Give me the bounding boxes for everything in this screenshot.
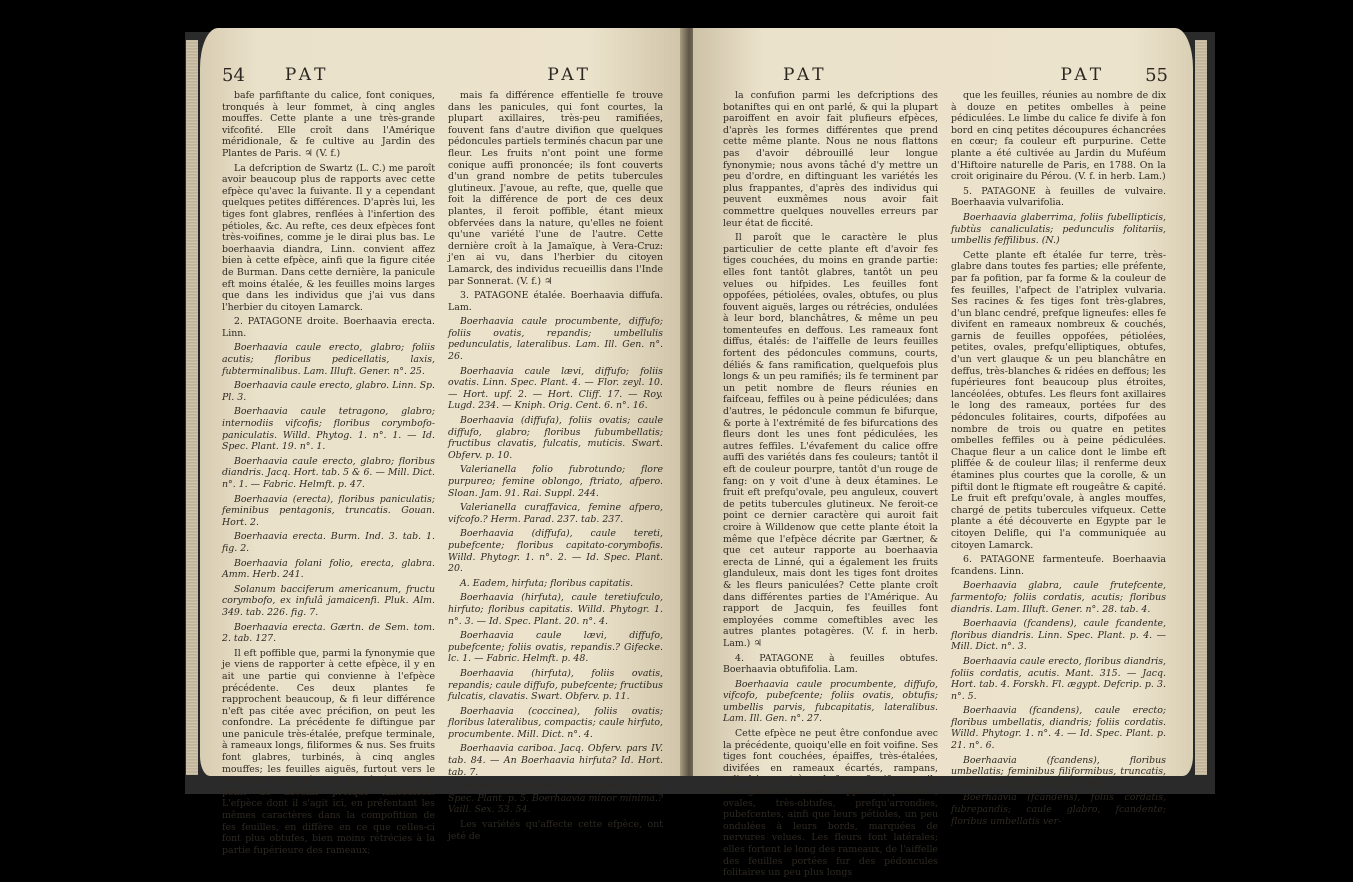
left-page-header: [222, 62, 662, 88]
paragraph: A. Eadem, hirfuta; floribus capitatis.: [460, 577, 634, 589]
left-page: [200, 28, 685, 856]
left-header-word-1: PAT: [284, 65, 330, 85]
paragraph: 2. PATAGONE droite. Boerhaavia erecta. Linn.: [222, 316, 435, 339]
left-header-word-2: PAT: [547, 65, 592, 85]
paragraph: Boerhaavia caule erecto, glabro; floribus diandris. Jacq. Hort. tab. 5 & 6. — Mill. Dict. n°. 1. — Fabric. Helmft. p. 47.: [222, 455, 435, 490]
paragraph: Les variétés qu'affecte cette efpèce, ont jeté de: [448, 819, 663, 842]
paragraph: Boerhaavia (fcandens), foliis cordatis, fubrepandis; caule glabro, fcandente; floribus umbellatis ver-: [951, 792, 1166, 827]
paragraph: Boerhaavia caule lævi, diffufo, pubefcente; foliis ovatis, repandis.? Gifecke. lc. 1. — Fabric. Helmft. p. 48.: [448, 630, 663, 665]
paragraph: 6. PATAGONE farmenteufe. Boerhaavia fcandens. Linn.: [951, 554, 1166, 577]
paragraph: bafe parfiftante du calice, font coniques, tronqués à leur fommet, à cinq angles mouffes. Cette plante a une très-grande vifcofité. Elle croît dans l'Amérique méridionale, & fe cultive au Jardin des Plantes de Paris. ♃ (V. f.): [222, 90, 435, 159]
paragraph: Boerhaavia caule erecto, glabro. Linn. Sp. Pl. 3.: [222, 380, 435, 403]
paragraph: Boerhaavia glabra, caule frutefcente, farmentofo; foliis cordatis, acutis; floribus diandris. Lam. Illuft. Gener. n°. 28. tab. 4.: [951, 580, 1166, 615]
paragraph: Boerhaavia (diffufa), caule tereti, pubefcente; floribus capitato-corymbofis. Willd. Phytogr. 1. n°. 2. — Id. Spec. Plant. 20.: [448, 528, 663, 575]
paragraph: 5. PATAGONE à feuilles de vulvaire. Boerhaavia vulvarifolia.: [951, 185, 1166, 209]
paragraph: Boerhaavia cariboa. Jacq. Obferv. pars IV. tab. 84. — An Boerhaavia hirfuta? Id. Hort. tab. 7.: [448, 743, 663, 778]
right-header-word-2: PAT: [1060, 65, 1106, 85]
right-page-column-2: [951, 90, 1166, 830]
paragraph: Boerhaavia caule procumbente, diffufo; foliis ovatis, repandis; umbellulis pedunculatis, lateralibus. Lam. Ill. Gen. n°. 26.: [448, 316, 663, 363]
paragraph: Il eft poffible que, parmi la fynonymie que je viens de rapporter à cette efpèce, il y en ait une partie qui convienne à l'efpèce précédente. Ces deux plantes fe rapprochent beaucoup, & fi leur différence n'eft pas citée avec précifion, on peut les confondre. La précédente fe diftingue par une panicule très-étalée, prefque terminale, à rameaux longs, filiformes & nus. Ses fruits font glabres, turbinés, à cinq angles mouffes; les feuilles aiguës, furtout vers le haut des tiges, où elles fe rétréciffent au point de devenir prefque lancéolées. L'efpèce dont il s'agit ici, en préfentant les mêmes caractères dans la compofition de fes feuilles, en diffère en ce que celles-ci font plus obtufes, bien moins rétrécies à la partie fupérieure des rameaux;: [222, 647, 435, 856]
right-page: [693, 28, 1193, 879]
paragraph: Boerhaavia (fcandens), caule fcandente, floribus diandris. Linn. Spec. Plant. p. 4. — Mill. Dict. n°. 3.: [951, 618, 1166, 653]
paragraph: Boerhaavia caule tetragono, glabro; internodiis vifcofis; floribus corymbofo-paniculatis. Willd. Phytog. 1. n°. 1. — Id. Spec. Plant. 19. n°. 1.: [222, 406, 435, 453]
paragraph: Boerhaavia (erecta), floribus paniculatis; feminibus pentagonis, truncatis. Gouan. Hort. 2.: [222, 493, 435, 528]
paragraph: 3. PATAGONE étalée. Boerhaavia diffufa. Lam.: [448, 290, 663, 313]
left-page-column-1: [222, 90, 435, 859]
paragraph: Boerhaavia caule procumbente, diffufo, vifcofo, pubefcente; foliis ovatis, obtufis; umbellis parvis, fubcapitatis, lateralibus. Lam. Ill. Gen. n°. 27.: [723, 678, 938, 725]
right-page-header: [723, 62, 1168, 88]
paragraph: Boerhaavia (repens), caule repente.? Linn. Spec. Plant. p. 5. Boerhaavia minor minima.? Vaill. Sex. 53. 54.: [448, 781, 663, 816]
paragraph: Cette plante eft étalée fur terre, très-glabre dans toutes fes parties; elle préfente, par fa pofition, par fa forme & la couleur de fes feuilles, l'afpect de l'atriplex vulvaria. Ses racines & fes tiges font très-glabres, d'un blanc cendré, prefque ligneufes: elles fe divifent en rameaux nombreux & couchés, garnis de feuilles oppofées, pétiolées, petites, ovales, prefqu'elliptiques, obtufes, d'un vert glauque & un peu blanchâtre en deffus, très-blanches & ridées en deffous; les fupérieures font beaucoup plus étroites, lancéolées, obtufes. Les fleurs font axillaires le long des rameaux, portées fur des pédoncules folitaires, courts, difpofées au nombre de trois ou quatre en petites ombelles feffiles ou à peine pédiculées. Chaque fleur a un calice dont le limbe eft pliffée & de couleur lilas; il renferme deux étamines plus courtes que la corolle, & un piftil dont le ftigmate eft rougeâtre & capité. Le fruit eft prefqu'ovale, à angles mouffes, chargé de petits tubercules vifqueux. Cette plante a été découverte en Egypte par le citoyen Delifle, qui l'a communiquée au citoyen Lamarck.: [951, 249, 1166, 551]
paragraph: Boerhaavia (coccinea), foliis ovatis; floribus lateralibus, compactis; caule hirfuto, procumbente. Mill. Dict. n°. 4.: [448, 705, 663, 740]
paragraph: Valerianella folio fubrotundo; flore purpureo; femine oblongo, ftriato, afpero. Sloan. Jam. 91. Rai. Suppl. 244.: [448, 464, 663, 499]
paragraph: Solanum bacciferum americanum, fructu corymbofo, ex infulâ jamaicenfi. Pluk. Alm. 349. tab. 226. fig. 7.: [222, 583, 435, 618]
paragraph: Boerhaavia caule erecto, glabro; foliis acutis; floribus pedicellatis, laxis, fubterminalibus. Lam. Illuft. Gener. n°. 25.: [222, 342, 435, 377]
paragraph: Valerianella curaffavica, femine afpero, vifcofo.? Herm. Parad. 237. tab. 237.: [448, 502, 663, 525]
paragraph: Boerhaavia (fcandens), floribus umbellatis; feminibus filiformibus, truncatis, apice tuberculatis. Gouan. Hort. 2.: [951, 754, 1166, 789]
left-page-number: 54: [222, 64, 245, 86]
paragraph: Boerhaavia caule lævi, diffufo; foliis ovatis. Linn. Spec. Plant. 4. — Flor. zeyl. 10. — Hort. upf. 2. — Hort. Cliff. 17. — Roy. Lugd. 234. — Kniph. Orig. Cent. 6. n°. 16.: [448, 365, 663, 412]
paragraph: Boerhaavia (diffufa), foliis ovatis; caule diffufo, glabro; floribus fubumbellatis; fructibus clavatis, fulcatis, muticis. Swart. Obferv. p. 10.: [448, 415, 663, 461]
paragraph: que les feuilles, réunies au nombre de dix à douze en petites ombelles à peine pédiculées. Le limbe du calice fe divife à fon bord en cinq petites découpures échancrées en cœur; fa couleur eft purpurine. Cette plante a été cultivée au Jardin du Muféum d'Hiftoire naturelle de Paris, en 1788. On la croit originaire du Pérou. (V. f. in herb. Lam.): [951, 90, 1166, 183]
paragraph: la confufion parmi les defcriptions des botaniftes qui en ont parlé, & qui la plupart paroiffent en avoir fait plufieurs efpèces, d'après les formes différentes que prend cette même plante. Nous ne nous flattons pas d'avoir débrouillé leur longue fynonymie; nous avons tâché d'y mettre un peu d'ordre, en diftinguant les variétés les plus frappantes, d'après des individus qui peuvent euxmêmes nous avoir fait commettre quelques nouvelles erreurs par leur état de ficcité.: [723, 90, 938, 229]
paragraph: 4. PATAGONE à feuilles obtufes. Boerhaavia obtufifolia. Lam.: [723, 652, 938, 676]
paragraph: Boerhaavia (fcandens), caule erecto; floribus umbellatis, diandris; foliis cordatis. Willd. Phytogr. 1. n°. 4. — Id. Spec. Plant. p. 21. n°. 6.: [951, 705, 1166, 752]
right-page-column-1: [723, 90, 938, 882]
right-page-number: 55: [1145, 64, 1168, 86]
paragraph: Boerhaavia erecta. Gærtn. de Sem. tom. 2. tab. 127.: [222, 621, 435, 645]
paragraph: Boerhaavia folani folio, erecta, glabra. Amm. Herb. 241.: [222, 557, 435, 581]
paragraph: Boerhaavia glaberrima, foliis fubellipticis, fubtùs canaliculatis; pedunculis folitariis, umbellis feffilibus. (N.): [951, 211, 1166, 247]
right-header-word-1: PAT: [783, 65, 828, 85]
paragraph: Boerhaavia (hirfuta), caule teretiufculo, hirfuto; floribus capitatis. Willd. Phytogr. 1. n°. 3. — Id. Spec. Plant. 20. n°. 4.: [448, 592, 663, 627]
paragraph: Boerhaavia erecta. Burm. Ind. 3. tab. 1. fig. 2.: [222, 531, 435, 554]
left-page-column-2: [448, 90, 663, 845]
paragraph: mais fa différence effentielle fe trouve dans les panicules, qui font courtes, la plupart axillaires, très-peu ramifiées, fouvent fans d'autre divifion que quelques pédoncules partiels terminés chacun par une fleur. Les fruits n'ont point une forme conique auffi prononcée; ils font couverts d'un grand nombre de petits tubercules glutineux. J'avoue, au refte, que, quelle que foit la différence de port de ces deux plantes, il feroit poffible, étant mieux obfervées dans la nature, qu'elles ne foient qu'une variété l'une de l'autre. Cette dernière croît à la Jamaïque, à Vera-Cruz: j'en ai vu, dans l'herbier du citoyen Lamarck, des individus recueillis dans l'Inde par Sonnerat. (V. f.) ♃: [448, 90, 663, 287]
paragraph: La defcription de Swartz (L. C.) me paroît avoir beaucoup plus de rapports avec cette efpèce qu'avec la fuivante. Il y a cependant quelques petites différences. D'après lui, les tiges font glabres, renflées à l'infertion des pétioles, &c. Au refte, ces deux efpèces font très-voifines, comme je le dirai plus bas. Le boerhaavia diandra, Linn. convient affez bien à cette efpèce, ainfi que la figure citée de Burman. Dans cette dernière, la panicule eft moins étalée, & les feuilles moins larges que dans les individus que j'ai vus dans l'herbier du citoyen Lamarck.: [222, 162, 435, 313]
paragraph: Cette efpèce ne peut être confondue avec la précédente, quoiqu'elle en foit voifine. Ses tiges font couchées, épaiffes, très-étalées, divifées en rameaux écartés, rampans, cylindriques, très-pubefcens & vifqueux: ils font garnis de feuilles oppofées, pétiolées, ovales, très-obtufes, prefqu'arrondies, pubefcentes, ainfi que leurs pétioles, un peu ondulées à leurs bords, marquées de nervures velues. Les fleurs font latérales; elles fortent le long des rameaux, de l'aiffelle des feuilles portées fur des pédoncules folitaires un peu plus longs: [723, 728, 938, 879]
paragraph: Boerhaavia (hirfuta), foliis ovatis, repandis; caule diffufo, pubefcente; fructibus fulcatis, clavatis. Swart. Obferv. p. 11.: [448, 667, 663, 703]
paragraph: Il paroît que le caractère le plus particulier de cette plante eft d'avoir fes tiges couchées, du moins en grande partie: elles font tantôt glabres, tantôt un peu velues ou hifpides. Les feuilles font oppofées, pétiolées, ovales, obtufes, ou plus fouvent aiguës, larges ou rétrécies, ondulées à leur bord, blanchâtres, & même un peu tomenteufes en deffous. Les rameaux font diffus, étalés: de l'aiffelle de leurs feuilles fortent des pédoncules communs, courts, déliés & fans ramification, quelquefois plus longs & un peu ramifiés; ils fe terminent par un petit nombre de fleurs réunies en faifceau, feffiles ou à peine pédiculées; dans d'autres, le pédoncule commun fe bifurque, & porte à l'extrémité de fes bifurcations des fleurs dont les unes font pédiculées, les autres feffiles. L'évafement du calice offre auffi des variétés dans fes couleurs; tantôt il eft de couleur pourpre, tantôt d'un rouge de fang: on y voit d'une à deux étamines. Le fruit eft prefqu'ovale, peu anguleux, couvert de petits tubercules glutineux. Ne feroit-ce point ce dernier caractère qui auroit fait croire à Willdenow que cette plante étoit la même que l'efpèce décrite par Gærtner, & que cet auteur rapporte au boerhaavia erecta de Linné, qui a également les fruits glanduleux, mais dont les tiges font droites & les fleurs paniculées? Cette plante croît dans différentes parties de l'Amérique. Au rapport de Jacquin, fes feuilles font employées comme comeftibles avec les autres plantes potagères. (V. f. in herb. Lam.) ♃: [723, 232, 938, 649]
right-page-edge: [1195, 40, 1207, 775]
left-page-edge: [186, 40, 198, 775]
paragraph: Boerhaavia caule erecto, floribus diandris, foliis cordatis, acutis. Mant. 315. — Jacq. Hort. tab. 4. Forskh. Fl. ægypt. Defcrip. p. 3. n°. 5.: [951, 655, 1166, 702]
